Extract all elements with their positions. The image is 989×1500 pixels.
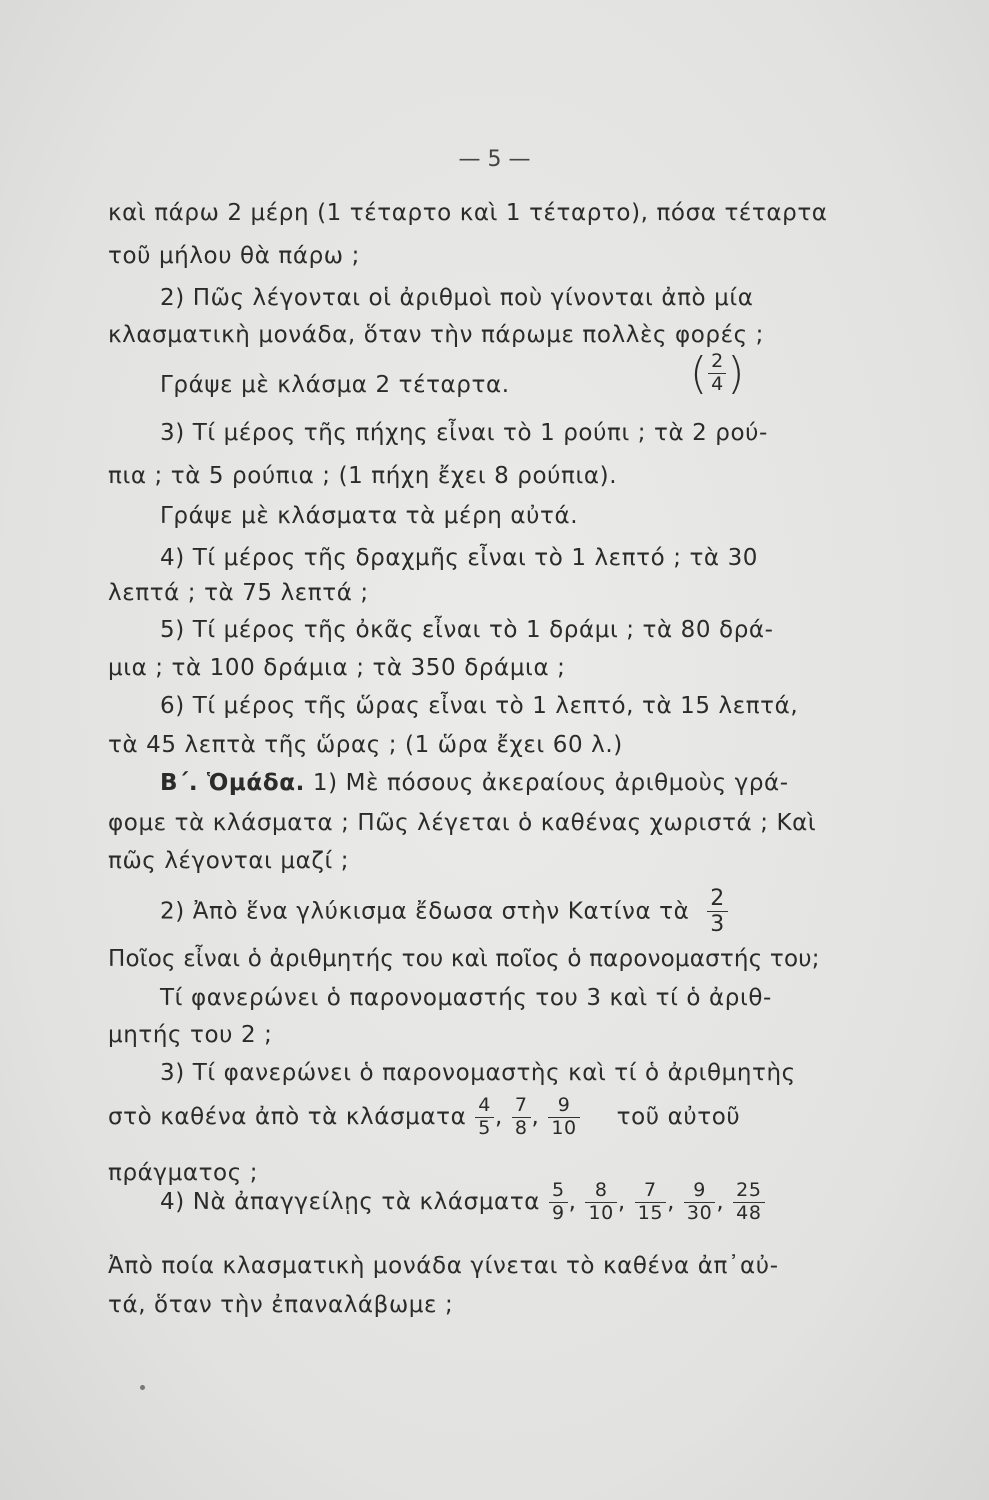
numerator: 2 xyxy=(710,886,725,911)
fraction-two-thirds xyxy=(707,886,728,938)
paren-right-icon: ) xyxy=(727,348,745,399)
section-heading: Β΄. Ὁμάδα. xyxy=(160,770,305,796)
denominator: 8 xyxy=(512,1117,531,1140)
text-line-23-start: στὸ καθένα ἀπὸ τὰ κλάσματα xyxy=(108,1103,467,1130)
fraction-9-30 xyxy=(684,1180,715,1225)
fraction-25-48 xyxy=(733,1180,764,1225)
text-line-23-end: τοῦ αὐτοῦ xyxy=(616,1103,741,1130)
paren-left-icon: ( xyxy=(690,348,708,399)
numerator: 5 xyxy=(551,1179,565,1201)
fraction-8-10 xyxy=(585,1180,616,1225)
text-line-13: 6) Τί μέρος τῆς ὥρας εἶναι τὸ 1 λεπτό, τὰ 15 λεπτά, xyxy=(160,693,799,719)
denominator: 10 xyxy=(585,1202,616,1225)
text-line-23: στὸ καθένα ἀπὸ τὰ κλάσματα $\frac{4}{5}$ , $\frac{7}{8}$ , $\frac{9}{10}$ τοῦ αὐτοῦ xyxy=(108,1094,741,1139)
denominator: 30 xyxy=(684,1202,715,1225)
text-line-18 xyxy=(160,886,729,938)
text-line-26: Ἀπὸ ποία κλασματικὴ μονάδα γίνεται τὸ καθένα ἀπ᾽αὐ- xyxy=(108,1253,779,1279)
text-line-24: πράγματος ; xyxy=(108,1160,259,1186)
denominator: 15 xyxy=(635,1202,666,1225)
fraction xyxy=(708,351,726,396)
denominator: 10 xyxy=(548,1117,579,1140)
text-line-25: 4) Νὰ ἀπαγγείλῃς τὰ κλάσματα $\frac{5}{9}$ , $\frac{8}{10}$ , $\frac{7}{15}$ , $\frac{9}{30}$ , $\frac{25}{48}$ xyxy=(160,1180,766,1225)
page-number: — 5 — xyxy=(458,147,531,172)
numerator: 8 xyxy=(594,1179,608,1201)
text-line-25-start: 4) Νὰ ἀπαγγείλῃς τὰ κλάσματα xyxy=(160,1188,541,1215)
denominator: 3 xyxy=(707,911,728,937)
numerator: 7 xyxy=(644,1179,657,1201)
text-line-9: 4) Τί μέρος τῆς δραχμῆς εἶναι τὸ 1 λεπτό ; τὰ 30 xyxy=(160,545,759,571)
text-line-20: Τί φανερώνει ὁ παρονομαστής του 3 καὶ τί ὁ ἀριθ- xyxy=(160,985,772,1011)
text-line-1-content: καὶ πάρω 2 μέρη (1 τέταρτο καὶ 1 τέταρτο), πόσα τέταρτα xyxy=(108,200,828,226)
numerator: 9 xyxy=(693,1179,706,1201)
text-line-11: 5) Τί μέρος τῆς ὀκᾶς εἶναι τὸ 1 δράμι ; τὰ 80 δρά- xyxy=(160,617,774,643)
text-line-17: πῶς λέγονται μαζί ; xyxy=(108,848,350,874)
fraction-4-5 xyxy=(475,1095,494,1140)
text-line-22: 3) Τί φανερώνει ὁ παρονομαστὴς καὶ τί ὁ ἀριθμητὴς xyxy=(160,1060,796,1086)
denominator: 48 xyxy=(733,1202,764,1225)
text-line-4: κλασματικὴ μονάδα, ὅταν τὴν πάρωμε πολλὲς φορές ; xyxy=(108,322,765,348)
text-line-7: πια ; τὰ 5 ρούπια ; (1 πήχη ἔχει 8 ρούπια). xyxy=(108,463,618,489)
numerator: 4 xyxy=(478,1094,491,1116)
text-line-21: μητής του 2 ; xyxy=(108,1022,273,1048)
denominator: 5 xyxy=(475,1117,494,1140)
text-line-8: Γράψε μὲ κλάσματα τὰ μέρη αὐτά. xyxy=(160,503,579,529)
text-line-16: φομε τὰ κλάσματα ; Πῶς λέγεται ὁ καθένας χωριστά ; Καὶ xyxy=(108,810,817,836)
denominator: 4 xyxy=(708,373,726,396)
numerator: 25 xyxy=(736,1179,762,1201)
text-line-2: τοῦ μήλου θὰ πάρω ; xyxy=(108,243,360,269)
ink-speck xyxy=(140,1385,145,1390)
text-line-18-content: 2) Ἀπὸ ἕνα γλύκισμα ἔδωσα στὴν Κατίνα τὰ xyxy=(160,898,690,925)
text-line-12: μια ; τὰ 100 δράμια ; τὰ 350 δράμια ; xyxy=(108,655,566,681)
numerator: 7 xyxy=(514,1094,528,1116)
text-line-27: τά, ὅταν τὴν ἐπαναλάβωμε ; xyxy=(108,1292,454,1318)
text-line-1 xyxy=(108,200,836,226)
text-line-10: λεπτά ; τὰ 75 λεπτά ; xyxy=(108,580,369,606)
text-line-19: Ποῖος εἶναι ὁ ἀριθμητής του καὶ ποῖος ὁ παρονομαστής του; xyxy=(108,946,820,972)
text-line-14: τὰ 45 λεπτὰ τῆς ὥρας ; (1 ὥρα ἔχει 60 λ.) xyxy=(108,732,623,758)
numerator: 9 xyxy=(557,1094,571,1116)
denominator: 9 xyxy=(549,1202,568,1225)
fraction-9-10 xyxy=(548,1095,579,1140)
text-line-15-content: 1) Μὲ πόσους ἀκεραίους ἀριθμοὺς γρά- xyxy=(312,770,789,796)
fraction-7-15 xyxy=(635,1180,666,1225)
numerator: 2 xyxy=(711,350,724,373)
text-line-3: 2) Πῶς λέγονται οἱ ἀριθμοὶ ποὺ γίνονται ἀπὸ μία xyxy=(160,285,754,311)
text-line-6: 3) Τί μέρος τῆς πήχης εἶναι τὸ 1 ρούπι ; τὰ 2 ρού- xyxy=(160,420,768,446)
fraction-two-quarters xyxy=(690,348,744,399)
fraction-5-9 xyxy=(549,1180,568,1225)
text-line-5: Γράψε μὲ κλάσμα 2 τέταρτα. xyxy=(160,372,510,398)
fraction-7-8 xyxy=(512,1095,531,1140)
text-line-15 xyxy=(160,770,789,796)
